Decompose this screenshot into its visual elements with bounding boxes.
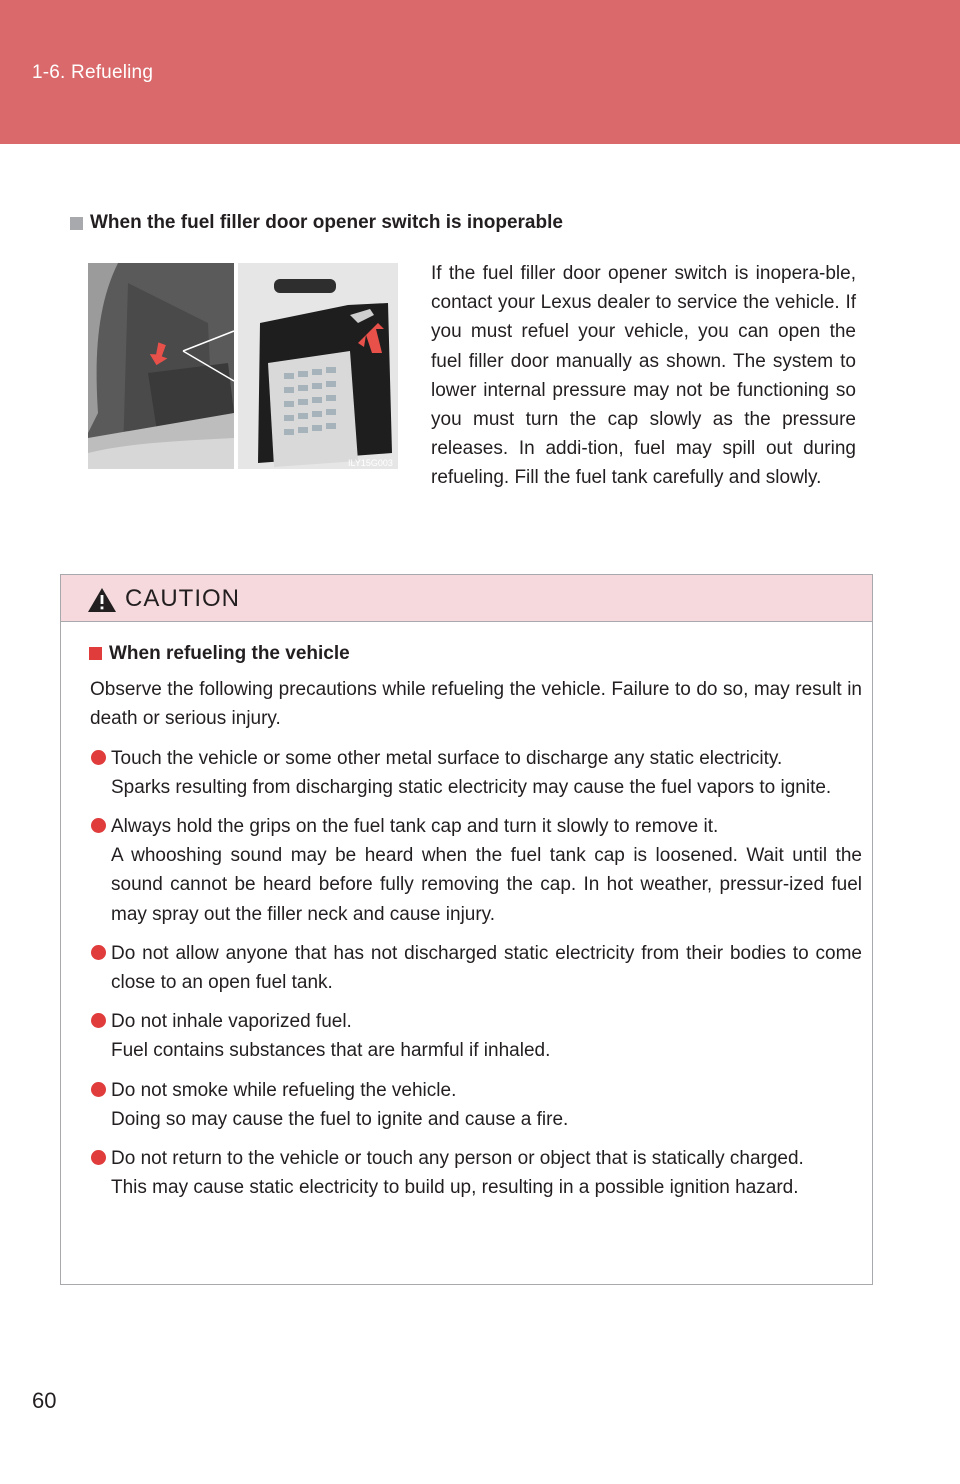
caution-item [89,939,862,997]
caution-item [89,744,862,802]
page-number: 60 [32,1388,57,1413]
caution-item-title: Always hold the grips on the fuel tank cap and turn it slowly to remove it. [111,816,719,838]
caution-item [89,812,862,929]
caution-subheading [89,639,862,668]
caution-item-detail: Fuel contains substances that are harmful if inhaled. [111,1040,551,1062]
intro-paragraph: If the fuel filler door opener switch is inopera-ble, contact your Lexus dealer to service the vehicle. If you must refuel your vehicle, you can open the fuel filler door manually as shown. The system to lower internal pressure may not be functioning so you must turn the cap slowly as the pressure releases. In addi-tion, fuel may spill out during refueling. Fill the fuel tank carefully and slowly. [431,263,856,489]
caution-item [89,1076,862,1134]
caution-item-title: Touch the vehicle or some other metal surface to discharge any static electricity. [111,747,783,769]
caution-item-detail: A whooshing sound may be heard when the fuel tank cap is loosened. Wait until the sound cannot be heard before fully removing the cap. In hot weather, pressur-ized fuel may spray out the filler neck and cause injury. [111,845,862,925]
section-label: 1-6. Refueling [32,62,154,83]
caution-item-detail: This may cause static electricity to build up, resulting in a possible ignition hazard. [111,1177,799,1199]
caution-header [61,575,872,622]
caution-item-detail: Sparks resulting from discharging static electricity may cause the fuel vapors to ignite. [111,776,832,798]
caution-item-title: Do not inhale vaporized fuel. [111,1011,352,1033]
caution-item-title: Do not allow anyone that has not discharged static electricity from their bodies to come close to an open fuel tank. [111,942,862,994]
section-heading [70,212,563,234]
caution-item-detail: Doing so may cause the fuel to ignite and cause a fire. [111,1108,569,1130]
warning-triangle-icon [87,587,117,613]
red-dot-bullet-icon [91,1082,106,1097]
red-square-bullet-icon [89,647,102,660]
caution-body [61,623,872,1202]
caution-item [89,1144,862,1202]
red-dot-bullet-icon [91,750,106,765]
fuel-door-illustration [88,263,398,469]
red-dot-bullet-icon [91,945,106,960]
illustration-code: ILY15G003 [348,458,393,468]
caution-box [60,574,873,1285]
caution-item [89,1007,862,1065]
red-dot-bullet-icon [91,818,106,833]
caution-item-title: Do not smoke while refueling the vehicle. [111,1079,457,1101]
red-dot-bullet-icon [91,1150,106,1165]
section-heading-text: When the fuel filler door opener switch is inoperable [90,212,563,233]
red-dot-bullet-icon [91,1013,106,1028]
caution-title: CAUTION [125,585,240,612]
caution-subheading-text: When refueling the vehicle [109,643,350,664]
square-bullet-icon [70,217,83,230]
caution-intro: Observe the following precautions while refueling the vehicle. Failure to do so, may result in death or serious injury. [90,679,862,730]
caution-item-title: Do not return to the vehicle or touch any person or object that is statically charged. [111,1148,804,1170]
